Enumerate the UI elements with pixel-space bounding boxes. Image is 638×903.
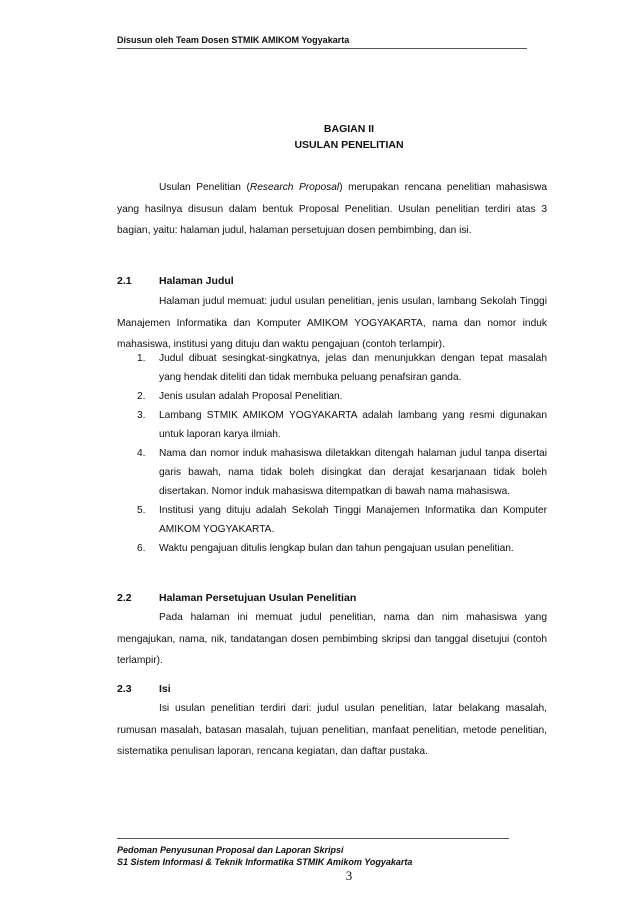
list-item: 2. Jenis usulan adalah Proposal Penelitian. bbox=[137, 391, 343, 402]
footer-divider bbox=[117, 838, 509, 839]
title-page-rules-list bbox=[117, 349, 547, 558]
section-2-1-paragraph: Halaman judul memuat: judul usulan penelitian, jenis usulan, lambang Sekolah Tinggi Manajemen Informatika dan Komputer AMIKOM YOGYAKARTA, nama dan nomor induk mahasiswa, institusi yang dituju dan waktu pengajuan (contoh terlampir). bbox=[117, 296, 547, 350]
list-item: 1. Judul dibuat sesingkat-singkatnya, jelas dan menunjukkan dengan tepat masalah yang hendak diteliti dan tidak membuka peluang penafsiran ganda. bbox=[137, 353, 547, 383]
footer-line-2: S1 Sistem Informasi & Teknik Informatika STMIK Amikom Yogyakarta bbox=[117, 857, 413, 867]
header-divider bbox=[117, 48, 527, 49]
intro-paragraph: Usulan Penelitian (Research Proposal) merupakan rencana penelitian mahasiswa yang hasilnya disusun dalam bentuk Proposal Penelitian. Usulan penelitian terdiri atas 3 bagian, yaitu: halaman judul, halaman persetujuan dosen pembimbing, dan isi. bbox=[117, 182, 547, 236]
list-item: 4. Nama dan nomor induk mahasiswa diletakkan ditengah halaman judul tanpa disertai garis bawah, nama tidak boleh disingkat dan derajat kesarjanaan tidak boleh disertakan. Nomor induk mahasiswa ditempatkan di bawah nama mahasiswa. bbox=[137, 448, 547, 497]
section-heading-2-3: 2.3 Isi bbox=[117, 683, 171, 695]
list-item: 3. Lambang STMIK AMIKOM YOGYAKARTA adalah lambang yang resmi digunakan untuk laporan karya ilmiah. bbox=[137, 410, 547, 440]
section-2-3-paragraph: Isi usulan penelitian terdiri dari: judul usulan penelitian, latar belakang masalah, rumusan masalah, batasan masalah, tujuan penelitian, manfaat penelitian, metode penelitian, sistematika penulisan laporan, rencana kegiatan, dan daftar pustaka. bbox=[117, 703, 547, 757]
running-header: Disusun oleh Team Dosen STMIK AMIKOM Yogyakarta bbox=[117, 35, 350, 45]
section-heading-2-1: 2.1 Halaman Judul bbox=[117, 275, 234, 287]
list-item: 5. Institusi yang dituju adalah Sekolah Tinggi Manajemen Informatika dan Komputer AMIKOM YOGYAKARTA. bbox=[137, 505, 547, 535]
footer-line-1: Pedoman Penyusunan Proposal dan Laporan Skripsi bbox=[117, 845, 344, 855]
list-item: 6. Waktu pengajuan ditulis lengkap bulan dan tahun pengajuan usulan penelitian. bbox=[137, 543, 514, 554]
section-2-2-paragraph: Pada halaman ini memuat judul penelitian, nama dan nim mahasiswa yang mengajukan, nama, nik, tandatangan dosen pembimbing skripsi dan tanggal disetujui (contoh terlampir). bbox=[117, 612, 547, 666]
chapter-number: BAGIAN II bbox=[323, 123, 375, 135]
chapter-title: USULAN PENELITIAN bbox=[294, 139, 404, 151]
page-number: 3 bbox=[345, 868, 353, 883]
section-heading-2-2: 2.2 Halaman Persetujuan Usulan Penelitian bbox=[117, 592, 357, 604]
